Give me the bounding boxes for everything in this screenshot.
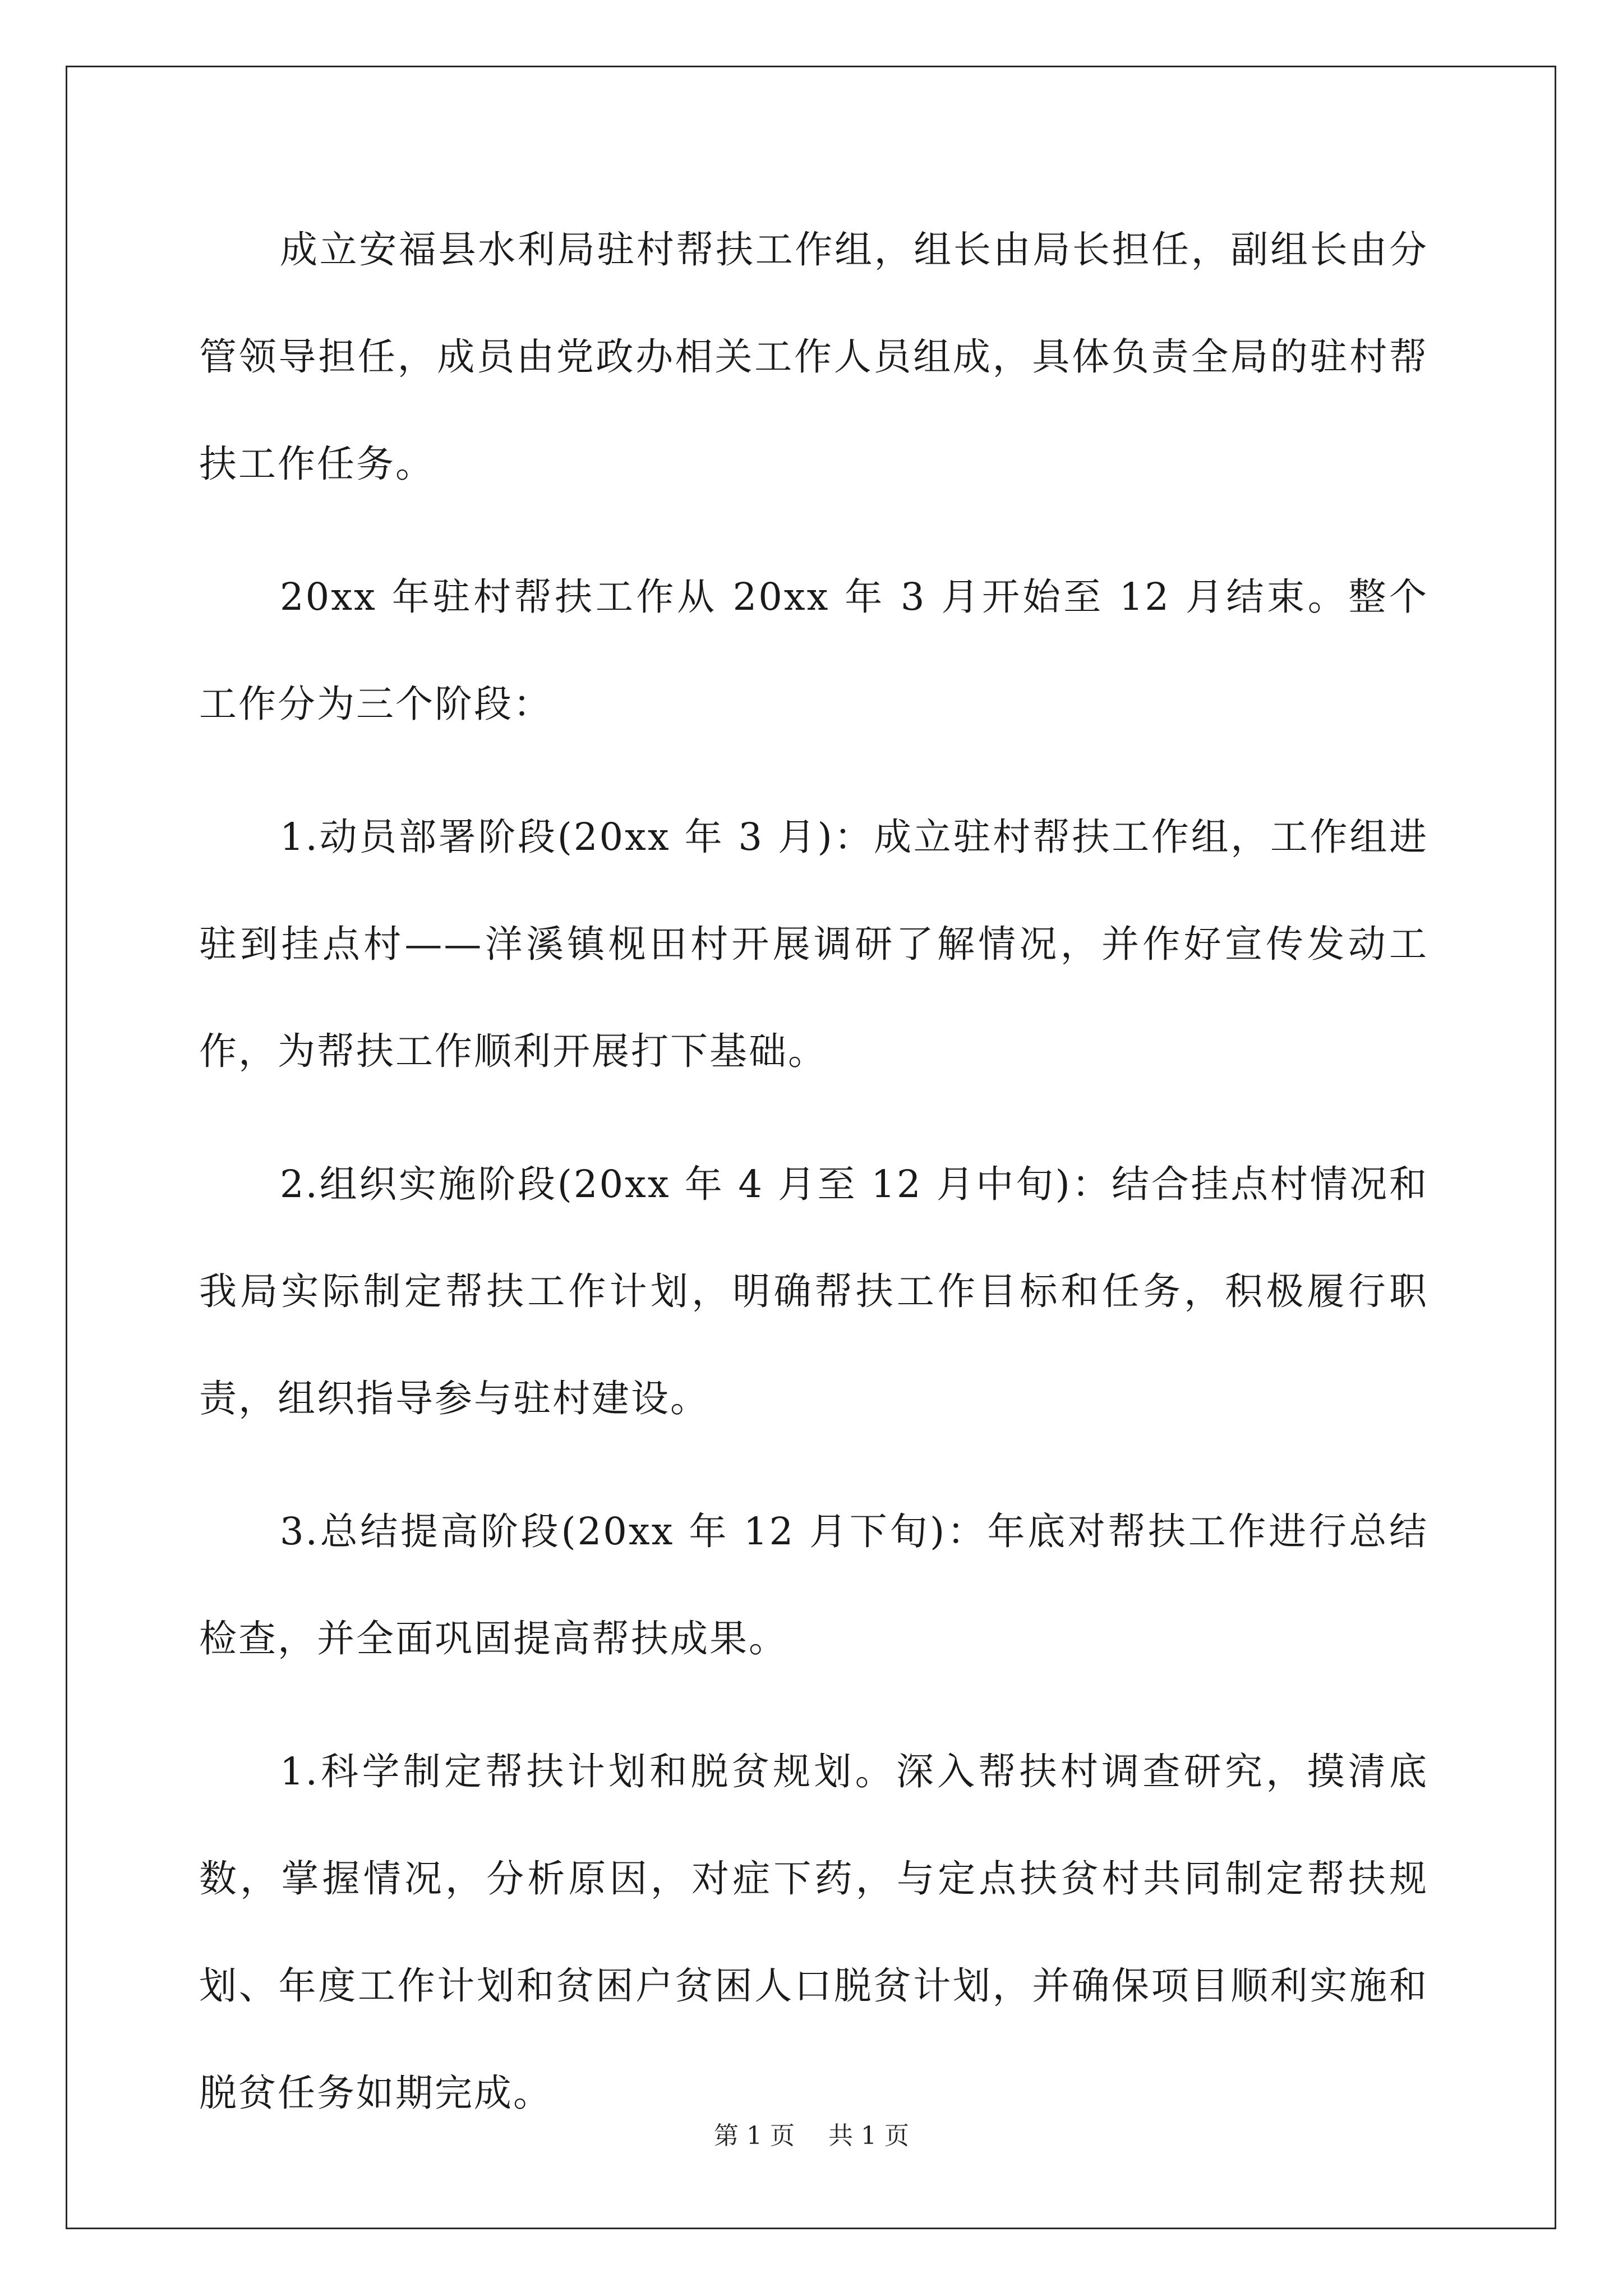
page-footer xyxy=(0,2119,1623,2153)
paragraph-stage-1: 1.动员部署阶段(20xx 年 3 月)：成立驻村帮扶工作组，工作组进驻到挂点村——洋溪镇枧田村开展调研了解情况，并作好宣传发动工作，为帮扶工作顺利开展打下基础。 xyxy=(199,815,1428,1073)
page-number-current: 第 1 页 xyxy=(714,2122,795,2150)
paragraph-stage-3: 3.总结提高阶段(20xx 年 12 月下旬)：年底对帮扶工作进行总结检查，并全面巩固提高帮扶成果。 xyxy=(199,1510,1428,1660)
document-body xyxy=(199,196,1428,2173)
paragraph-plan: 1.科学制定帮扶计划和脱贫规划。深入帮扶村调查研究，摸清底数，掌握情况，分析原因，对症下药，与定点扶贫村共同制定帮扶规划、年度工作计划和贫困户贫困人口脱贫计划，并确保项目顺利实施和脱贫任务如期完成。 xyxy=(199,1750,1428,2115)
paragraph-stage-2: 2.组织实施阶段(20xx 年 4 月至 12 月中旬)：结合挂点村情况和我局实际制定帮扶工作计划，明确帮扶工作目标和任务，积极履行职责，组织指导参与驻村建设。 xyxy=(199,1162,1428,1420)
paragraph-schedule: 20xx 年驻村帮扶工作从 20xx 年 3 月开始至 12 月结束。整个工作分为三个阶段： xyxy=(199,575,1428,726)
page-number-total: 共 1 页 xyxy=(828,2122,909,2150)
paragraph-work-group: 成立安福县水利局驻村帮扶工作组，组长由局长担任，副组长由分管领导担任，成员由党政办相关工作人员组成，具体负责全局的驻村帮扶工作任务。 xyxy=(199,228,1428,486)
